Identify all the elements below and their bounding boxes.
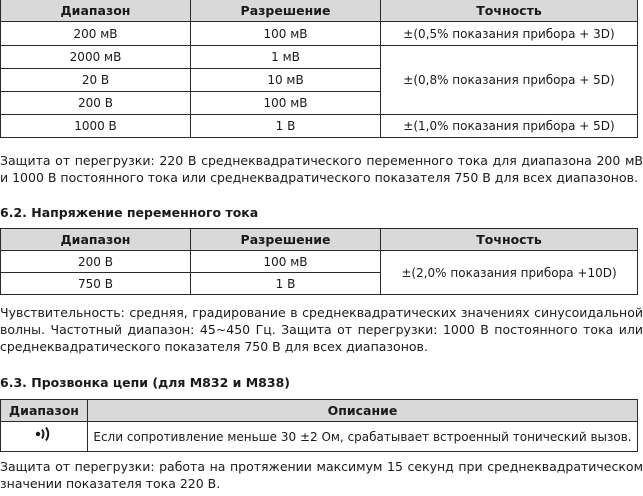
table-cell: ±(0,8% показания прибора + 5D): [381, 46, 638, 115]
overload-note-dc: Защита от перегрузки: 220 В среднеквадратического переменного тока для диапазона 200 мВ и 1000 В постоянного тока или среднеквадратического показателя 750 В для всех диапазонов.: [0, 153, 643, 185]
section-title-ac-voltage: 6.2. Напряжение переменного тока: [0, 205, 259, 220]
header-range: Диапазон: [1, 0, 191, 22]
section-title-continuity: 6.3. Прозвонка цепи (для M832 и M838): [0, 375, 290, 390]
table-cell: 1000 В: [1, 115, 191, 138]
dc-voltage-table: [0, 0, 638, 138]
header-accuracy: Точность: [381, 0, 638, 22]
table-cell: 1 мВ: [191, 46, 381, 69]
table-cell: Если сопротивление меньше 30 ±2 Ом, срабатывает встроенный тонический вызов.: [88, 422, 638, 452]
ac-voltage-table: [0, 228, 638, 295]
table-cell: 100 мВ: [191, 22, 381, 46]
buzzer-icon: [33, 430, 55, 446]
table-cell: 200 мВ: [1, 22, 191, 46]
table-cell: ±(1,0% показания прибора + 5D): [381, 115, 638, 138]
table-cell: 10 мВ: [191, 69, 381, 92]
table-cell: 100 мВ: [191, 251, 381, 273]
header-resolution: Разрешение: [191, 229, 381, 251]
header-accuracy: Точность: [381, 229, 638, 251]
table-cell: 200 В: [1, 251, 191, 273]
table-cell: 750 В: [1, 273, 191, 295]
continuity-table: [0, 399, 638, 452]
header-description: Описание: [88, 400, 638, 422]
table-cell: 1 В: [191, 273, 381, 295]
table-cell: 20 В: [1, 69, 191, 92]
table-cell: 2000 мВ: [1, 46, 191, 69]
header-range: Диапазон: [1, 400, 88, 422]
table-cell: [1, 422, 88, 452]
header-resolution: Разрешение: [191, 0, 381, 22]
table-cell: ±(2,0% показания прибора +10D): [381, 251, 638, 295]
overload-note-continuity: Защита от перегрузки: работа на протяжении максимум 15 секунд при среднеквадратическом значении показателя тока 220 В.: [0, 459, 643, 491]
table-cell: 100 мВ: [191, 92, 381, 115]
header-range: Диапазон: [1, 229, 191, 251]
table-cell: ±(0,5% показания прибора + 3D): [381, 22, 638, 46]
sensitivity-note: Чувствительность: средняя, градирование в среднеквадратических значениях синусоидальной волны. Частотный диапазон: 45~450 Гц. Защита от перегрузки: 1000 В постоянного тока или среднеквадратического показателя 750 В для всех диапазонов.: [0, 305, 643, 354]
table-cell: 1 В: [191, 115, 381, 138]
table-cell: 200 В: [1, 92, 191, 115]
